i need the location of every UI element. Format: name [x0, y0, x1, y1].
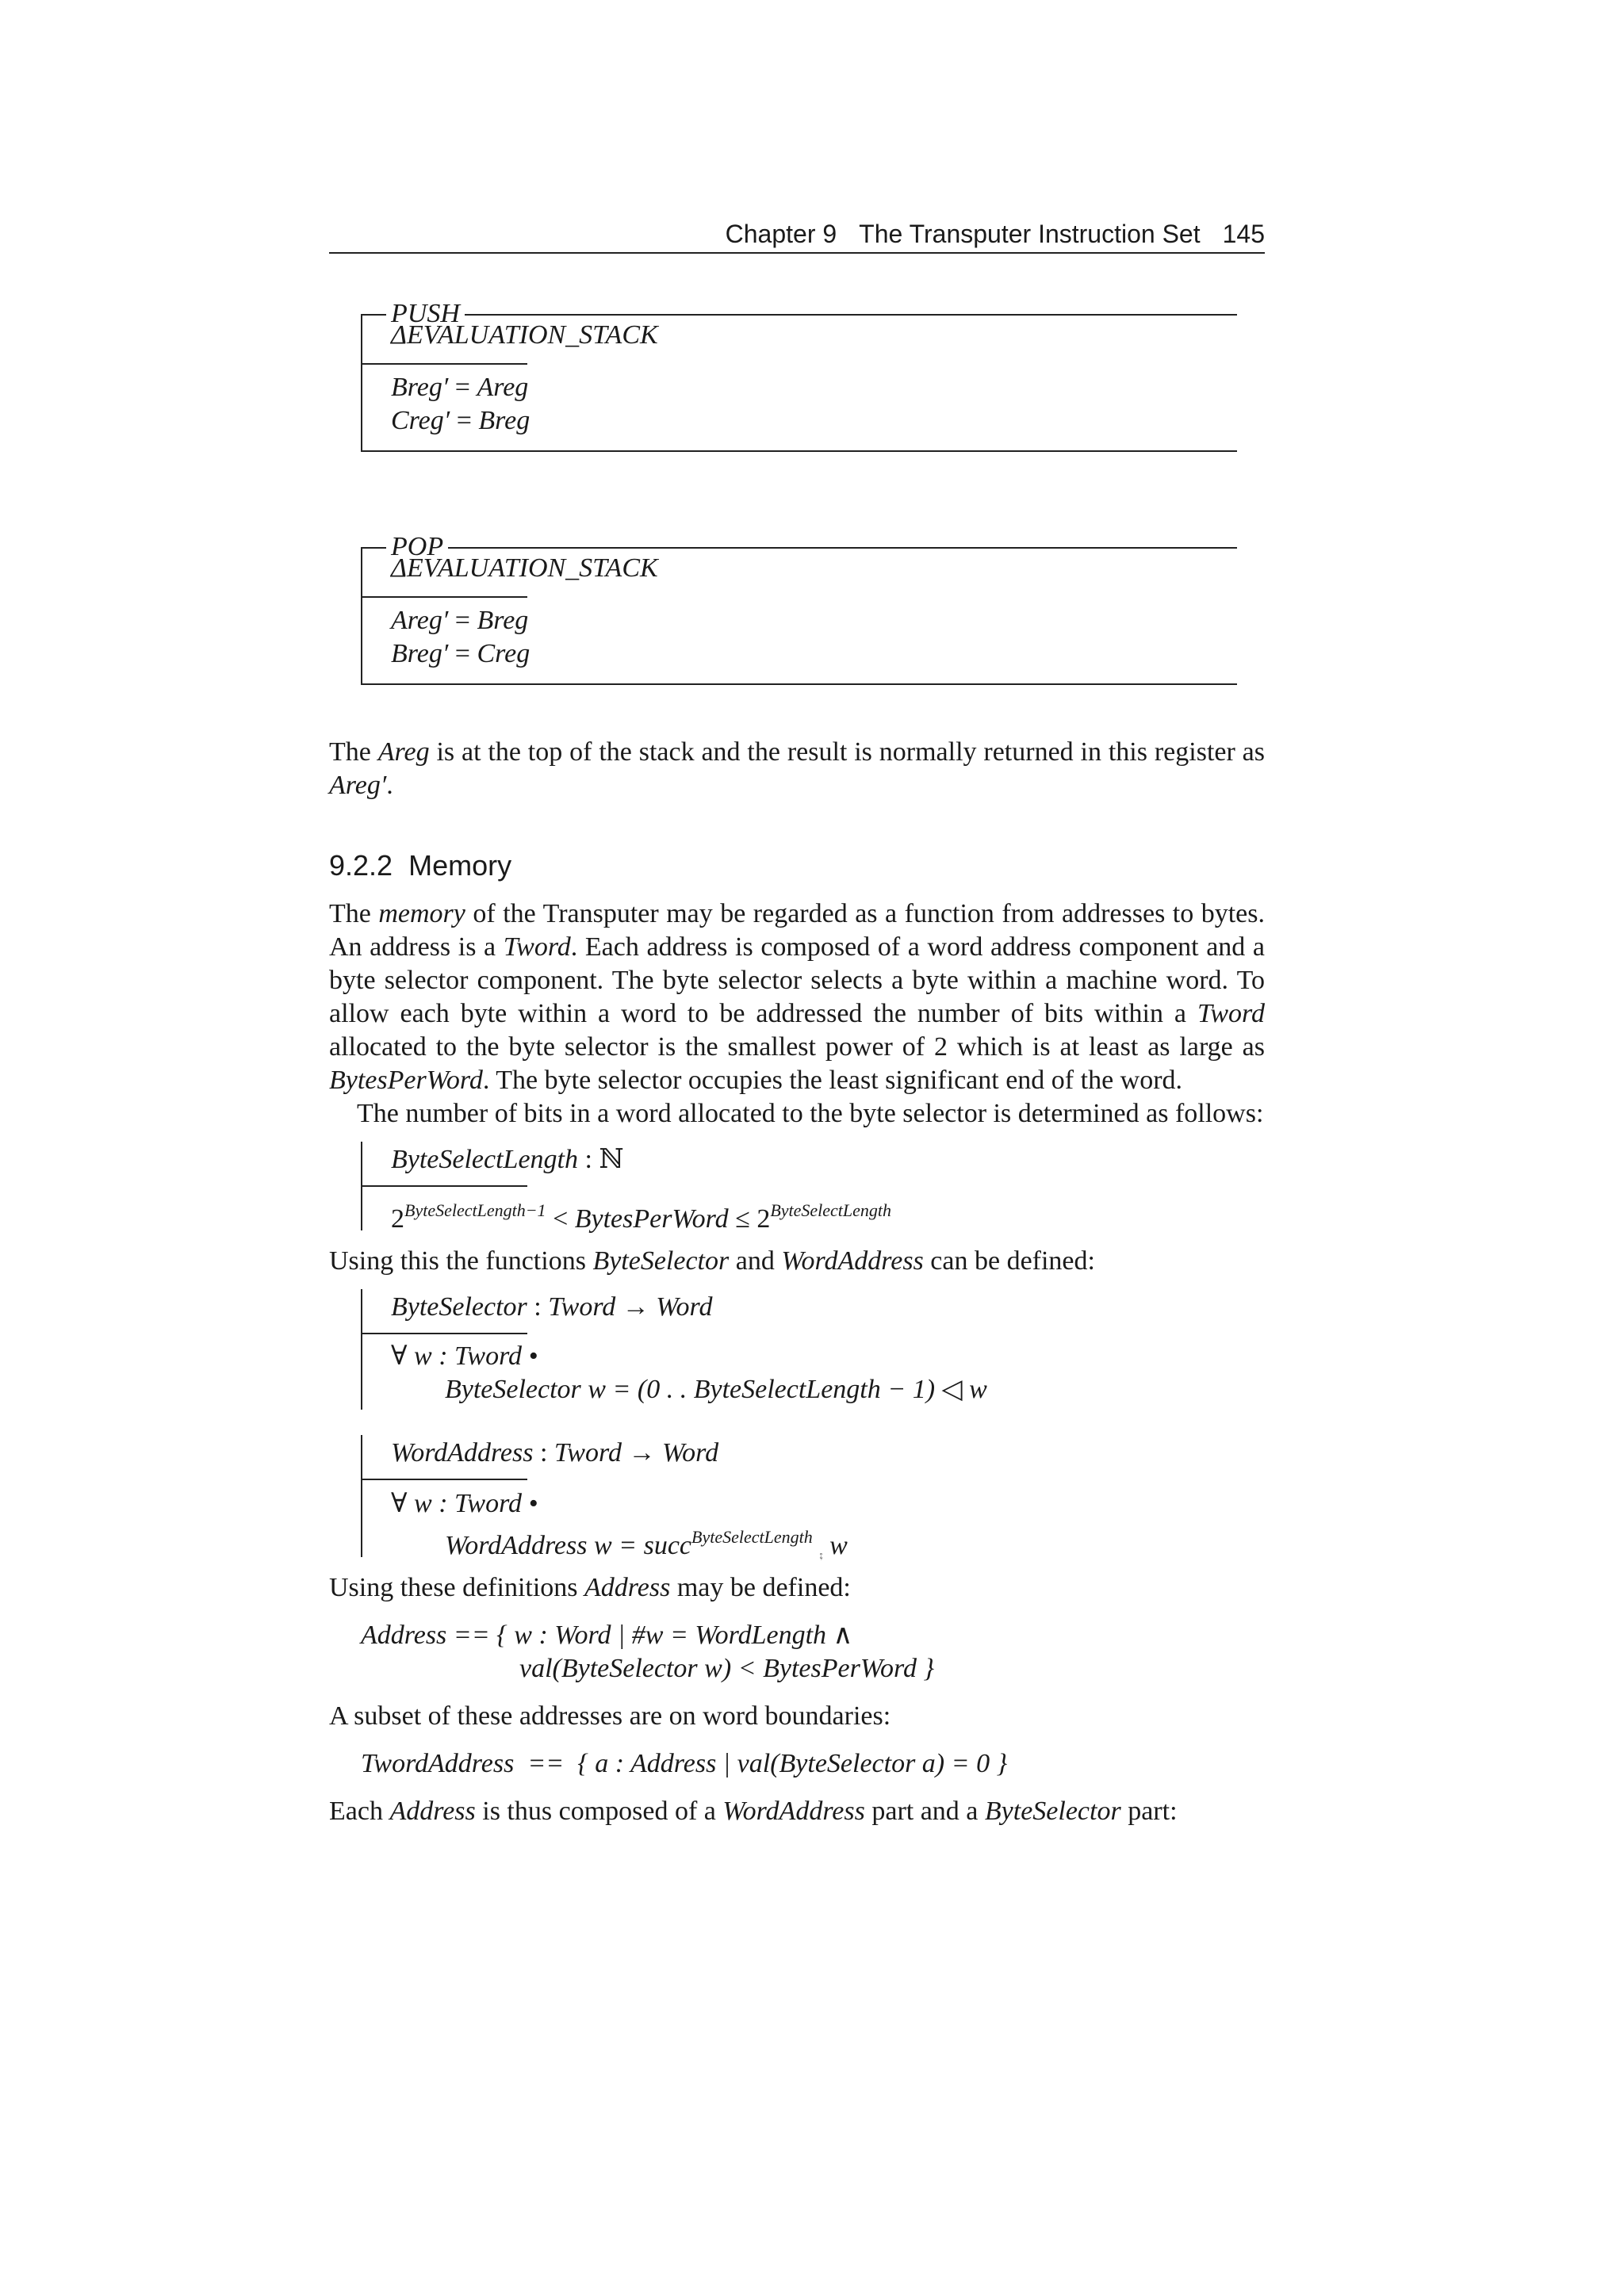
axdef-declaration: ByteSelectLength : ℕ — [391, 1145, 624, 1174]
chapter-title: The Transputer Instruction Set — [859, 220, 1201, 248]
axdef-predicate-1: ∀ w : Tword • — [391, 1489, 538, 1518]
schema-left-rule — [361, 547, 362, 685]
schema-top-rule — [361, 314, 1237, 316]
schema-predicate-1: Breg′ = Areg — [391, 373, 529, 402]
schema-top-rule — [361, 547, 1237, 549]
section-title: Memory — [408, 849, 512, 882]
chapter-label: Chapter 9 — [725, 220, 837, 248]
schema-divider — [361, 363, 527, 365]
schema-predicate-2: Creg′ = Breg — [391, 406, 530, 435]
axdef-divider — [361, 1185, 527, 1187]
axdef-byte-select-length — [361, 1142, 1074, 1234]
paragraph-areg: The Areg is at the top of the stack and the result is normally returned in this register as Areg′. — [329, 737, 1265, 800]
paragraph-each-address: Each Address is thus composed of a WordAddress part and a ByteSelector part: — [329, 1797, 1178, 1826]
axdef-divider — [361, 1333, 527, 1334]
axdef-divider — [361, 1479, 527, 1480]
schema-bottom-rule — [361, 683, 1237, 685]
schema-name: PUSH — [386, 298, 465, 330]
paragraph-bits: The number of bits in a word allocated to the byte selector is determined as follows: — [357, 1099, 1264, 1128]
address-definition-line-1: Address == { w : Word | #w = WordLength ∧ — [361, 1621, 853, 1650]
axdef-left-rule — [361, 1435, 362, 1557]
paragraph-using-definitions: Using these definitions Address may be defined: — [329, 1573, 851, 1602]
axdef-declaration: ByteSelector : Tword → Word — [391, 1292, 713, 1322]
schema-pop — [361, 528, 1237, 685]
section-number: 9.2.2 — [329, 849, 393, 882]
axdef-predicate-1: ∀ w : Tword • — [391, 1341, 538, 1371]
running-head — [329, 216, 1265, 252]
axdef-predicate-2: WordAddress w = succ$^{ByteSelectLength}$ ⨾ w — [445, 1527, 848, 1563]
address-definition-line-2: val(ByteSelector w) < BytesPerWord } — [519, 1654, 935, 1683]
paragraph-using-functions: Using this the functions ByteSelector and WordAddress can be defined: — [329, 1246, 1095, 1276]
schema-predicate-2: Breg′ = Creg — [391, 639, 530, 668]
axdef-declaration: WordAddress : Tword → Word — [391, 1438, 719, 1468]
axdef-word-address — [361, 1435, 1074, 1563]
schema-bottom-rule — [361, 450, 1237, 452]
paragraph-subset: A subset of these addresses are on word boundaries: — [329, 1701, 891, 1731]
axdef-predicate-2: ByteSelector w = (0 . . ByteSelectLength − 1) ◁ w — [445, 1375, 987, 1404]
schema-push — [361, 295, 1237, 452]
section-heading — [329, 848, 511, 883]
header-rule — [329, 252, 1265, 254]
axdef-left-rule — [361, 1289, 362, 1410]
axdef-predicate: $2^{ByteSelectLength-1}$ < BytesPerWord ≤ $2^{ByteSelectLength}$ — [391, 1200, 892, 1234]
axdef-byte-selector — [361, 1289, 1074, 1410]
schema-divider — [361, 596, 527, 598]
paragraph-memory: The memory of the Transputer may be regarded as a function from addresses to bytes. An address is a Tword. Each address is composed of a word address component and a byte selector component. The byte selector selects a byte within a machine word. To allow each byte within a word to be addressed the number of bits within a Tword allocated to the byte selector is the smallest power of 2 which is at least as large as BytesPerWord. The byte selector occupies the least significant end of the word. — [329, 899, 1266, 1095]
schema-declaration: ΔEVALUATION_STACK — [391, 320, 658, 350]
page-number: 145 — [1222, 220, 1265, 248]
schema-declaration: ΔEVALUATION_STACK — [391, 553, 658, 583]
schema-predicate-1: Areg′ = Breg — [391, 606, 529, 635]
tword-address-definition: TwordAddress == { a : Address | val(ByteSelector a) = 0 } — [361, 1749, 1008, 1778]
schema-left-rule — [361, 314, 362, 452]
schema-name: POP — [386, 531, 448, 563]
